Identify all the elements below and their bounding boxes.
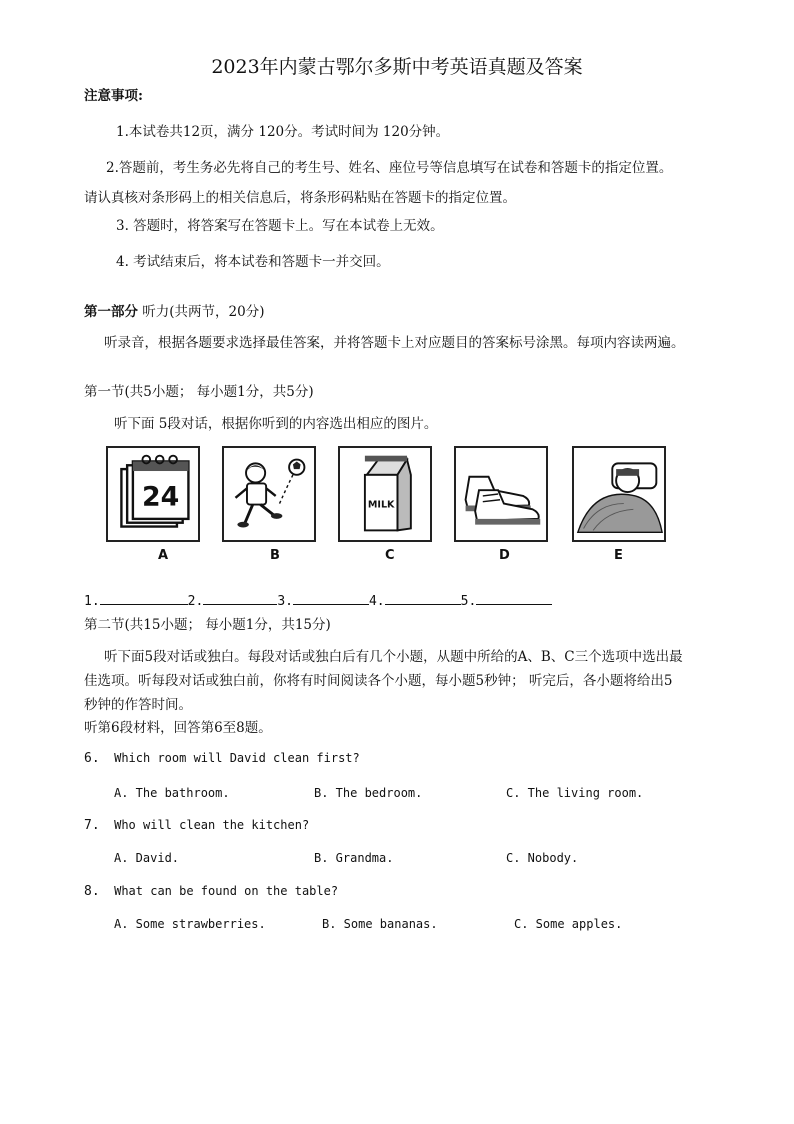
blank-label-5: 5. xyxy=(460,594,477,609)
q6-option-a[interactable]: A. The bathroom. xyxy=(114,786,230,800)
section2-instruction-line-3: 秒钟的作答时间。 xyxy=(84,697,192,713)
question-8 xyxy=(84,884,338,899)
q7-option-c[interactable]: C. Nobody. xyxy=(506,851,579,865)
question-7-number: 7. xyxy=(84,818,100,833)
picture-d-sneakers xyxy=(454,446,548,542)
picture-label-d: D xyxy=(499,548,510,563)
blank-label-3: 3. xyxy=(277,594,293,609)
question-6-text: Which room will David clean first? xyxy=(114,751,360,765)
sick-in-bed-icon xyxy=(574,448,664,540)
picture-c-milk xyxy=(338,446,432,542)
answer-blanks-row xyxy=(84,592,552,609)
picture-a-calendar xyxy=(106,446,200,542)
page-title: 2023年内蒙古鄂尔多斯中考英语真题及答案 xyxy=(211,56,583,78)
blank-label-4: 4. xyxy=(368,594,385,609)
section2-instruction-line-1: 听下面5段对话或独白。每段对话或独白后有几个小题，从题中所给的A、B、C三个选项中选出最 xyxy=(104,649,683,665)
q6-option-b[interactable]: B. The bedroom. xyxy=(314,786,423,800)
section1-heading: 第一节(共5小题； 每小题1分，共5分) xyxy=(84,384,314,400)
section2-heading: 第二节(共15小题； 每小题1分，共15分) xyxy=(84,617,331,633)
blank-label-2: 2. xyxy=(187,594,204,609)
question-6-number: 6. xyxy=(84,751,100,766)
q8-option-a[interactable]: A. Some strawberries. xyxy=(114,917,266,931)
question-6 xyxy=(84,751,360,766)
calendar-icon xyxy=(108,448,198,540)
material-note: 听第6段材料，回答第6至8题。 xyxy=(84,720,272,736)
notice-item-3: 3. 答题时，将答案写在答题卡上。写在本试卷上无效。 xyxy=(116,218,444,234)
notice-item-2: 2.答题前，考生务必先将自己的考生号、姓名、座位号等信息填写在试卷和答题卡的指定位置。 xyxy=(106,160,673,176)
milk-carton-icon xyxy=(340,448,430,540)
question-8-number: 8. xyxy=(84,884,100,899)
answer-blank-1[interactable] xyxy=(100,592,188,605)
calendar-date-text: 24 xyxy=(142,481,180,513)
picture-e-sick-in-bed xyxy=(572,446,666,542)
question-8-text: What can be found on the table? xyxy=(114,884,339,898)
part1-intro: 听录音，根据各题要求选择最佳答案，并将答题卡上对应题目的答案标号涂黑。每项内容读两遍。 xyxy=(104,335,685,351)
question-7-text: Who will clean the kitchen? xyxy=(114,818,310,832)
notice-item-1: 1.本试卷共12页，满分 120分。考试时间为 120分钟。 xyxy=(116,124,450,140)
boy-kicking-ball-icon xyxy=(224,448,314,540)
q8-option-c[interactable]: C. Some apples. xyxy=(514,917,623,931)
part1-heading xyxy=(84,300,265,320)
q7-option-b[interactable]: B. Grandma. xyxy=(314,851,394,865)
section2-instruction-line-2: 佳选项。听每段对话或独白前，你将有时间阅读各个小题，每小题5秒钟； 听完后，各小题将给出5 xyxy=(84,673,673,689)
answer-blank-2[interactable] xyxy=(203,592,277,605)
milk-label-text: MILK xyxy=(367,499,395,511)
answer-blank-3[interactable] xyxy=(293,592,369,605)
notice-item-2-cont: 请认真核对条形码上的相关信息后，将条形码粘贴在答题卡的指定位置。 xyxy=(84,190,516,206)
notice-heading: 注意事项: xyxy=(84,88,143,104)
notice-item-4: 4. 考试结束后，将本试卷和答题卡一并交回。 xyxy=(116,254,390,270)
q6-option-c[interactable]: C. The living room. xyxy=(506,786,644,800)
answer-blank-5[interactable] xyxy=(476,592,552,605)
section1-instruction: 听下面 5段对话，根据你听到的内容选出相应的图片。 xyxy=(114,416,438,432)
picture-label-b: B xyxy=(270,548,280,563)
part1-heading-bold: 第一部分 xyxy=(84,304,138,320)
q8-option-b[interactable]: B. Some bananas. xyxy=(322,917,438,931)
question-7 xyxy=(84,818,309,833)
picture-label-a: A xyxy=(158,548,169,563)
picture-label-c: C xyxy=(385,548,395,563)
picture-b-boy-soccer xyxy=(222,446,316,542)
sneakers-icon xyxy=(456,448,546,540)
blank-label-1: 1. xyxy=(84,594,100,609)
q7-option-a[interactable]: A. David. xyxy=(114,851,180,865)
part1-heading-rest: 听力(共两节，20分) xyxy=(138,304,265,320)
picture-label-e: E xyxy=(614,548,623,563)
answer-blank-4[interactable] xyxy=(385,592,461,605)
